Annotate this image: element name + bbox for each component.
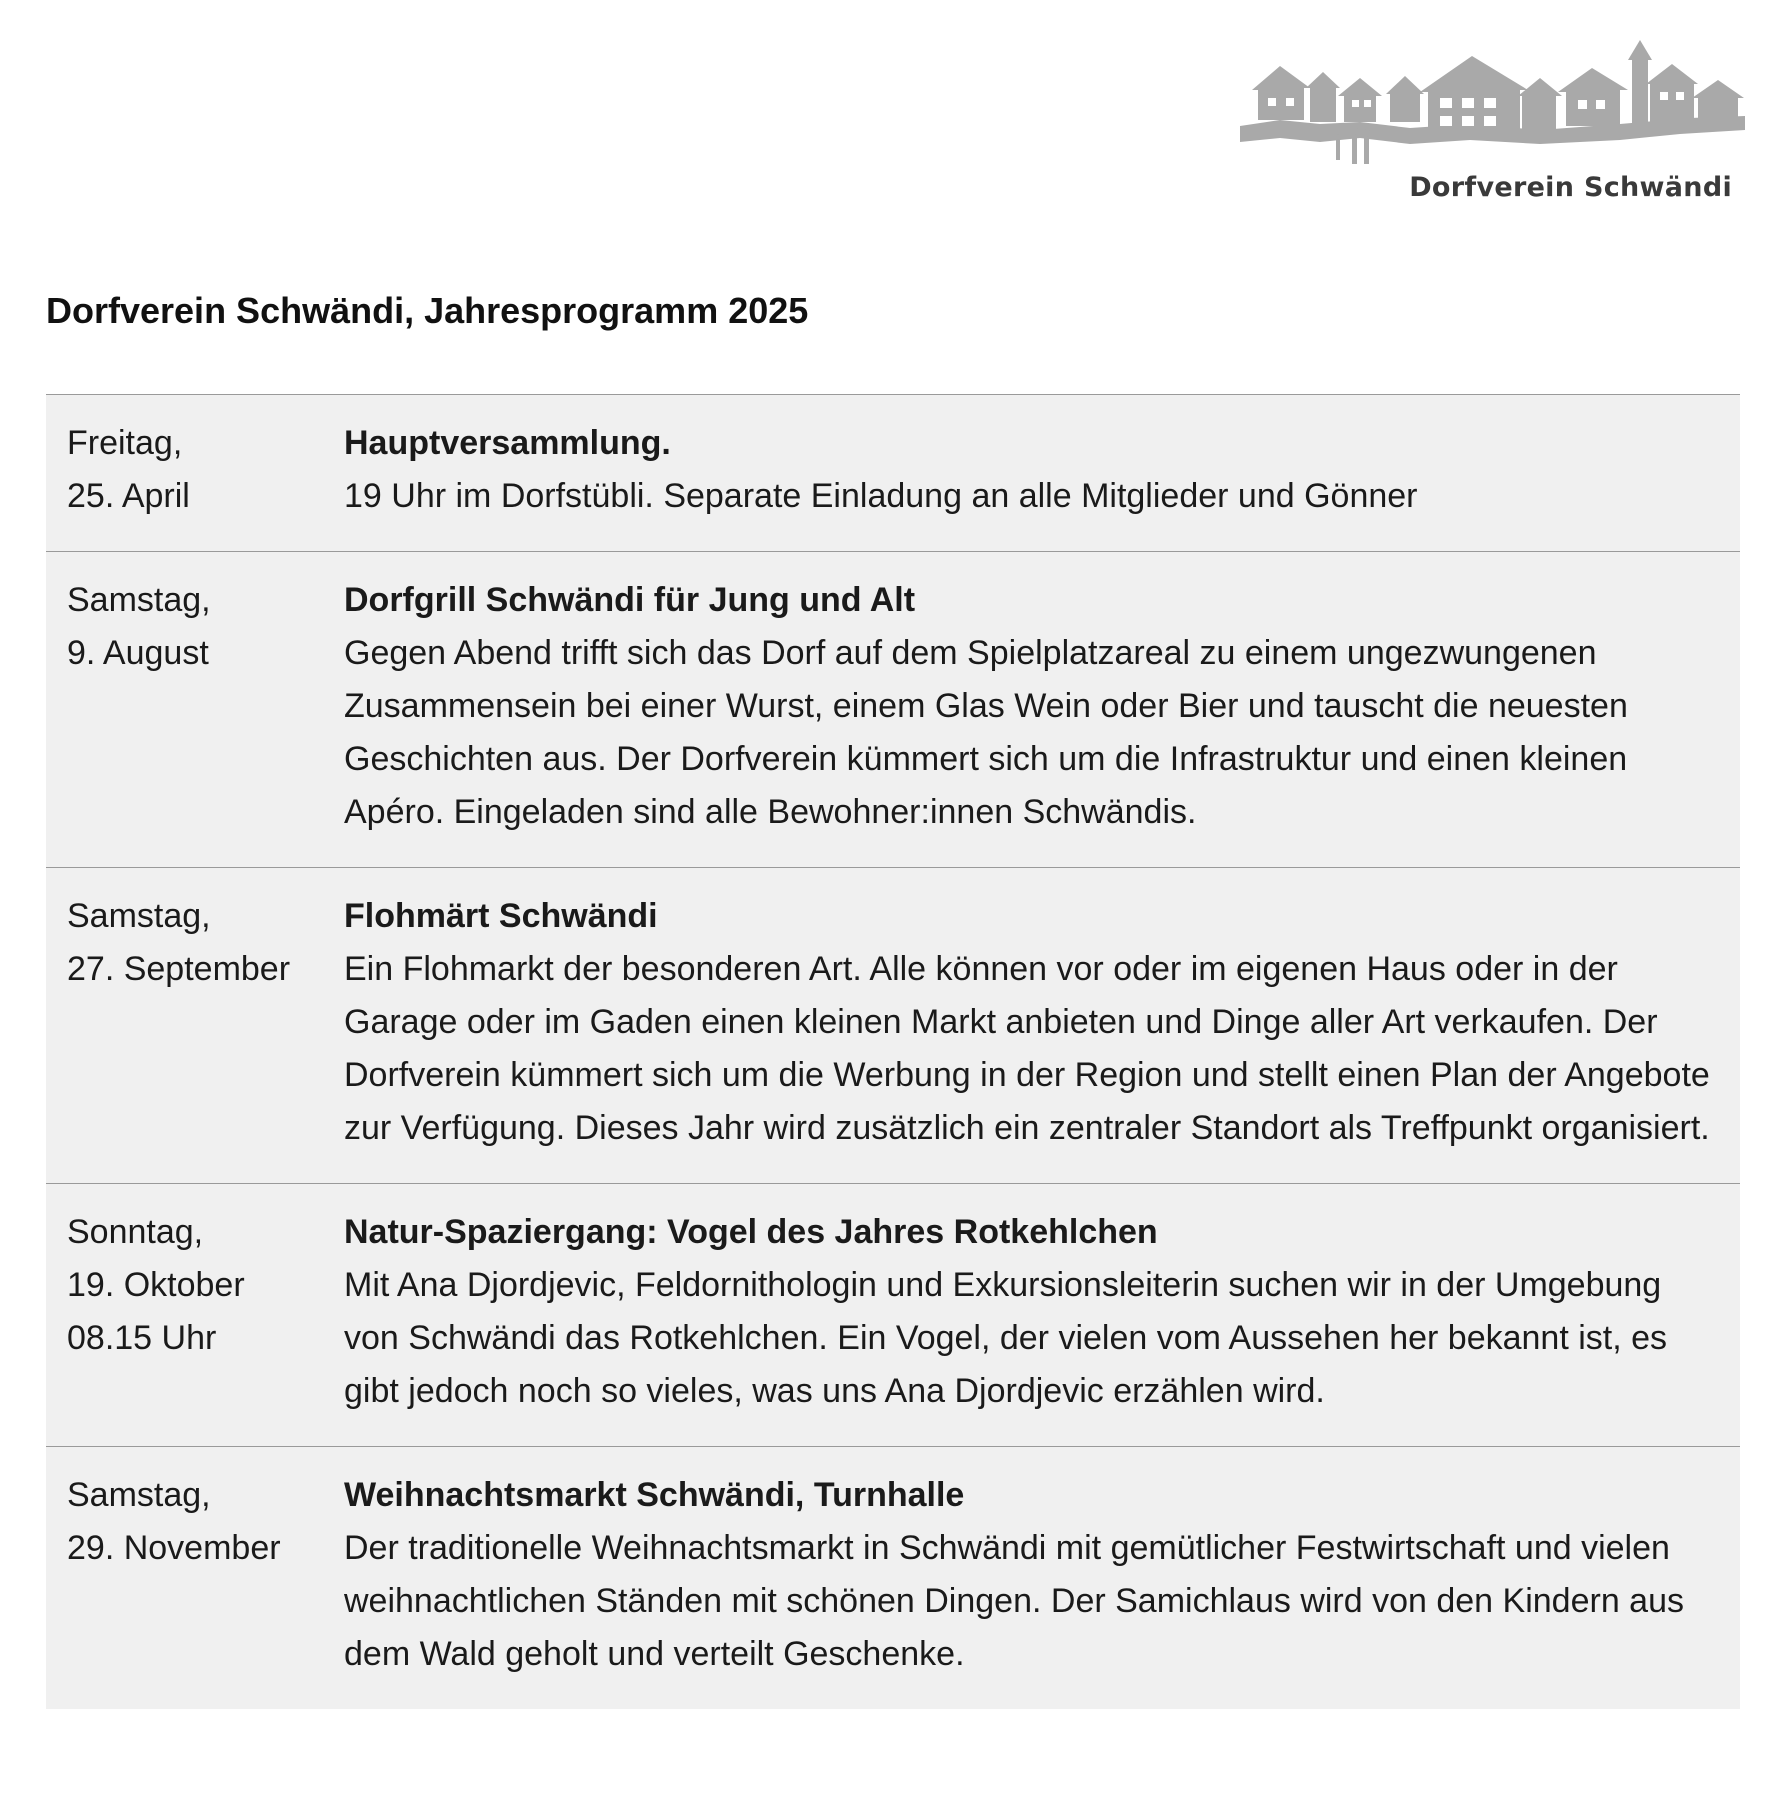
event-title: Hauptversammlung. <box>344 424 671 462</box>
event-day: Sonntag, <box>67 1213 204 1251</box>
program-table <box>46 394 1740 1709</box>
event-text: Ein Flohmarkt der besonderen Art. Alle können vor oder im eigenen Haus oder in der Garage oder im Gaden einen kleinen Markt anbieten und Dinge aller Art verkaufen. Der Dorfverein kümmert sich um die Werbung in der Region und stellt einen Plan der Angebote zur Verfügung. Dieses Jahr wird zusätzlich ein zentraler Standort als Treffpunkt organisiert. <box>344 950 1710 1147</box>
event-text: 19 Uhr im Dorfstübli. Separate Einladung an alle Mitglieder und Gönner <box>344 477 1418 515</box>
event-day: Samstag, <box>67 581 211 619</box>
event-date-cell <box>46 868 344 1184</box>
event-date-cell <box>46 552 344 868</box>
event-description-cell <box>344 395 1740 552</box>
event-text: Der traditionelle Weihnachtsmarkt in Schwändi mit gemütlicher Festwirtschaft und vielen weihnachtlichen Ständen mit schönen Dingen. Der Samichlaus wird von den Kindern aus dem Wald geholt und verteilt Geschenke. <box>344 1529 1684 1673</box>
event-row <box>46 552 1740 868</box>
event-date: 19. Oktober <box>67 1266 245 1304</box>
event-row <box>46 868 1740 1184</box>
village-silhouette-icon <box>1240 38 1750 178</box>
event-day: Freitag, <box>67 424 183 462</box>
event-time: 08.15 Uhr <box>67 1319 217 1357</box>
event-date-cell <box>46 1447 344 1710</box>
event-date-cell <box>46 1184 344 1447</box>
event-date: 9. August <box>67 634 209 672</box>
event-date: 27. September <box>67 950 291 988</box>
event-text: Gegen Abend trifft sich das Dorf auf dem Spielplatzareal zu einem ungezwungenen Zusammensein bei einer Wurst, einem Glas Wein oder Bier und tauscht die neuesten Geschichten aus. Der Dorfverein kümmert sich um die Infrastruktur und einen kleinen Apéro. Eingeladen sind alle Bewohner:innen Schwändis. <box>344 634 1628 831</box>
event-description-cell <box>344 552 1740 868</box>
event-day: Samstag, <box>67 897 211 935</box>
event-row <box>46 1184 1740 1447</box>
event-description-cell <box>344 868 1740 1184</box>
event-date-cell <box>46 395 344 552</box>
event-day: Samstag, <box>67 1476 211 1514</box>
event-row <box>46 395 1740 552</box>
event-date: 25. April <box>67 477 190 515</box>
event-row <box>46 1447 1740 1710</box>
event-date: 29. November <box>67 1529 281 1567</box>
event-description-cell <box>344 1184 1740 1447</box>
page-title: Dorfverein Schwändi, Jahresprogramm 2025 <box>46 290 809 331</box>
event-title: Natur-Spaziergang: Vogel des Jahres Rotkehlchen <box>344 1213 1158 1251</box>
logo <box>1240 38 1760 218</box>
event-title: Dorfgrill Schwändi für Jung und Alt <box>344 581 916 619</box>
logo-text: Dorfverein Schwändi <box>1409 172 1732 203</box>
event-description-cell <box>344 1447 1740 1710</box>
event-title: Weihnachtsmarkt Schwändi, Turnhalle <box>344 1476 965 1514</box>
event-text: Mit Ana Djordjevic, Feldornithologin und Exkursionsleiterin suchen wir in der Umgebung von Schwändi das Rotkehlchen. Ein Vogel, der vielen vom Aussehen her bekannt ist, es gibt jedoch noch so vieles, was uns Ana Djordjevic erzählen wird. <box>344 1266 1668 1410</box>
event-title: Flohmärt Schwändi <box>344 897 658 935</box>
